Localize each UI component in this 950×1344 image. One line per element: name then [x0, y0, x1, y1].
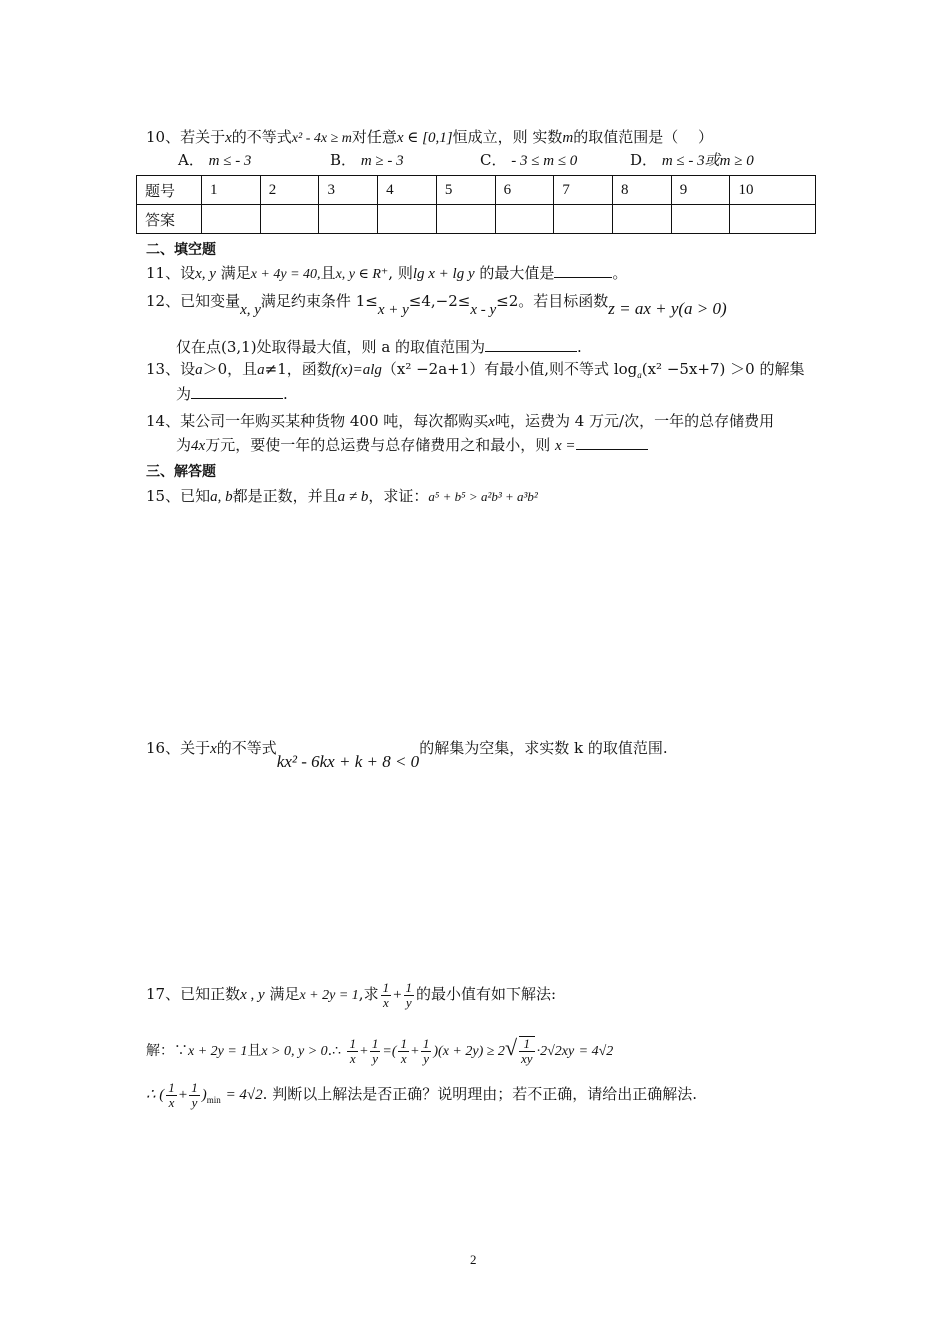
table-header-cell: 9 [671, 176, 730, 205]
q12-line2: 仅在点(3,1)处取得最大值，则 a 的取值范围为 . [176, 338, 582, 356]
fraction-1-over-y: $\frac{1}{y}$ [371, 1035, 379, 1066]
fraction-1-over-x: $\frac{1}{x}$ [400, 1035, 407, 1066]
q11-answer-blank[interactable] [554, 263, 612, 278]
fraction-1-over-x: $\frac{1}{x}$ [382, 979, 390, 1010]
answer-table [136, 175, 816, 234]
q10-stem: 10、若关于x的不等式x² - 4x ≥ m对任意x ∈ [0,1]恒成立，则 实数m的取值范围是（ ） [146, 128, 713, 146]
fraction-1-over-y: $\frac{1}{y}$ [405, 979, 413, 1010]
table-header-cell: 7 [554, 176, 613, 205]
q15: 15、已知a, b都是正数，并且a ≠ b，求证：a⁵ + b⁵ > a²b³ + a³b² [146, 487, 538, 505]
answer-cell[interactable] [260, 205, 319, 234]
section-heading-solutions: 三、解答题 [146, 464, 216, 480]
answer-cell[interactable] [378, 205, 437, 234]
answer-cell[interactable] [613, 205, 672, 234]
section-heading-fill-in: 二、填空题 [146, 242, 216, 258]
q17-stem: 17、已知正数x , y 满足x + 2y = 1,求 $\frac{1}{x}$ + $\frac{1}{y}$ 的最小值有如下解法: [146, 979, 557, 1010]
table-header-cell: 5 [436, 176, 495, 205]
table-header-cell: 3 [319, 176, 378, 205]
q17-conclusion: ∴ ( $\frac{1}{x}$ + $\frac{1}{y}$ )$_{min} = 4√2$. 判断以上解法是否正确？说明理由；若不正确，请给出正确解法. [146, 1079, 697, 1110]
answer-table-answer-row [137, 205, 816, 234]
fraction-1-over-y: $\frac{1}{y}$ [422, 1035, 430, 1066]
q14-line2: 为4x万元，要使一年的总运费与总存储费用之和最小，则 x = [176, 435, 648, 456]
q13-line1: 13、设a＞0，且a≠1，函数f(x)=alg（x² −2a+1）有最小值,则不等式 $\log_a(x^2 -5x+7) >0$ 的解集 [146, 360, 805, 380]
answer-cell[interactable] [730, 205, 816, 234]
answer-cell[interactable] [436, 205, 495, 234]
table-header-cell: 2 [260, 176, 319, 205]
q11: 11、设x, y 满足x + 4y = 40,且x, y ∈ R⁺, 则lg x + lg y 的最大值是 。 [146, 264, 628, 282]
q14-line1: 14、某公司一年购买某种货物 400 吨，每次都购买x吨，运费为 4 万元/次，一年的总存储费用 [146, 412, 775, 430]
fraction-1-over-y: $\frac{1}{y}$ [191, 1079, 198, 1110]
q12-line1: 12、已知变量x, y满足约束条件 1≤x + y≤4,−2≤x - y≤2。若目标函数z = ax + y(a > 0) [146, 292, 727, 318]
q16: 16、关于x的不等式kx² - 6kx + k + 8 < 0的解集为空集，求实数 k 的取值范围. [146, 739, 668, 771]
answer-cell[interactable] [671, 205, 730, 234]
answer-cell[interactable] [319, 205, 378, 234]
answer-cell[interactable] [554, 205, 613, 234]
q13-answer-blank[interactable] [191, 384, 283, 399]
answer-cell[interactable] [495, 205, 554, 234]
q10-option-c: C． - 3 ≤ m ≤ 0 [480, 151, 578, 169]
q10-option-d: D． m ≤ - 3或m ≥ 0 [630, 151, 754, 169]
q14-answer-blank[interactable] [576, 435, 648, 450]
table-header-label: 题号 [137, 176, 202, 205]
q10-option-a: A． m ≤ - 3 [178, 151, 252, 169]
table-header-cell: 10 [730, 176, 816, 205]
fraction-1-over-x: $\frac{1}{x}$ [168, 1079, 175, 1110]
q12-answer-blank[interactable] [485, 337, 577, 352]
sqrt-sign-icon: √ [504, 1035, 518, 1060]
q10-option-b: B． m ≥ - 3 [330, 151, 404, 169]
table-header-cell: 4 [378, 176, 437, 205]
page-number: 2 [470, 1252, 477, 1267]
answer-table-header-row [137, 176, 816, 205]
q17-solution: 解：∵x + 2y = 1且x > 0, y > 0.∴ $\frac{1}{x}$ + $\frac{1}{y}$ =( $\frac{1}{x}$ + $\frac{1}{y}$ )(x + 2y) ≥ 2√ $\frac{1}{xy}$ ·2√2xy = 4√2 [146, 1035, 614, 1066]
q13-line2: 为 . [176, 385, 288, 403]
fraction-1-over-x: $\frac{1}{x}$ [349, 1035, 356, 1066]
table-answer-label: 答案 [137, 205, 202, 234]
answer-cell[interactable] [202, 205, 261, 234]
table-header-cell: 8 [613, 176, 672, 205]
fraction-1-over-xy: $\frac{1}{xy}$ [521, 1036, 533, 1066]
table-header-cell: 6 [495, 176, 554, 205]
table-header-cell: 1 [202, 176, 261, 205]
